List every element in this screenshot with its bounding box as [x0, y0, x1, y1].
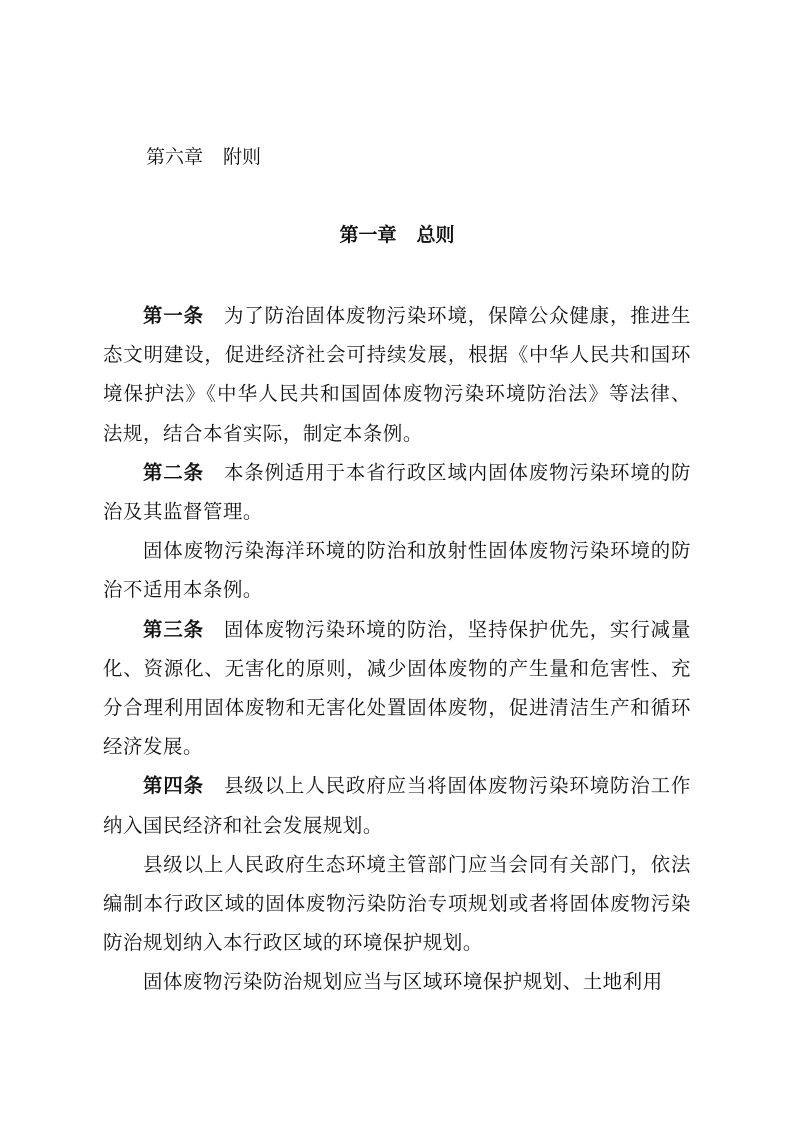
- paragraph-text: 本条例适用于本省行政区域内固体废物污染环境的防治及其监督管理。: [103, 460, 691, 524]
- paragraph-text: 县级以上人民政府生态环境主管部门应当会同有关部门，依法编制本行政区域的固体废物污染防治专项规划或者将固体废物污染防治规划纳入本行政区域的环境保护规划。: [103, 852, 691, 955]
- paragraph: [103, 845, 691, 963]
- article-number: 第一条: [143, 304, 204, 327]
- article-paragraph: [103, 453, 691, 531]
- chapter-title-text: 总则: [416, 224, 455, 246]
- chapter-number: 第一章: [339, 224, 397, 246]
- article-number: 第二条: [143, 460, 204, 484]
- paragraph-text: 县级以上人民政府应当将固体废物污染环境防治工作纳入国民经济和社会发展规划。: [103, 774, 691, 837]
- paragraph: [103, 962, 691, 1001]
- paragraph-text: 为了防治固体废物污染环境，保障公众健康，推进生态文明建设，促进经济社会可持续发展，根据《中华人民共和国环境保护法》《中华人民共和国固体废物污染环境防治法》等法律、法规，结合本省实际，制定本条例。: [103, 304, 691, 445]
- paragraph-text: 固体废物污染海洋环境的防治和放射性固体废物污染环境的防治不适用本条例。: [103, 539, 691, 602]
- toc-chapter-number: 第六章: [146, 146, 204, 168]
- paragraph-text: 固体废物污染环境的防治，坚持保护优先，实行减量化、资源化、无害化的原则，减少固体废物的产生量和危害性、充分合理利用固体废物和无害化处置固体废物，促进清洁生产和循环经济发展。: [103, 617, 691, 759]
- toc-chapter-title: 附则: [223, 146, 262, 168]
- article-number: 第三条: [143, 617, 204, 641]
- article-number: 第四条: [143, 774, 204, 798]
- chapter-heading: [103, 219, 691, 251]
- paragraph-text: 固体废物污染防治规划应当与区域环境保护规划、土地利用: [143, 970, 663, 994]
- paragraph: [103, 531, 691, 609]
- article-paragraph: [103, 610, 691, 767]
- toc-entry-chapter-6: [146, 141, 261, 173]
- document-page: [103, 0, 691, 1122]
- article-paragraph: [103, 296, 691, 453]
- body-text: [103, 296, 691, 1002]
- article-paragraph: [103, 766, 691, 844]
